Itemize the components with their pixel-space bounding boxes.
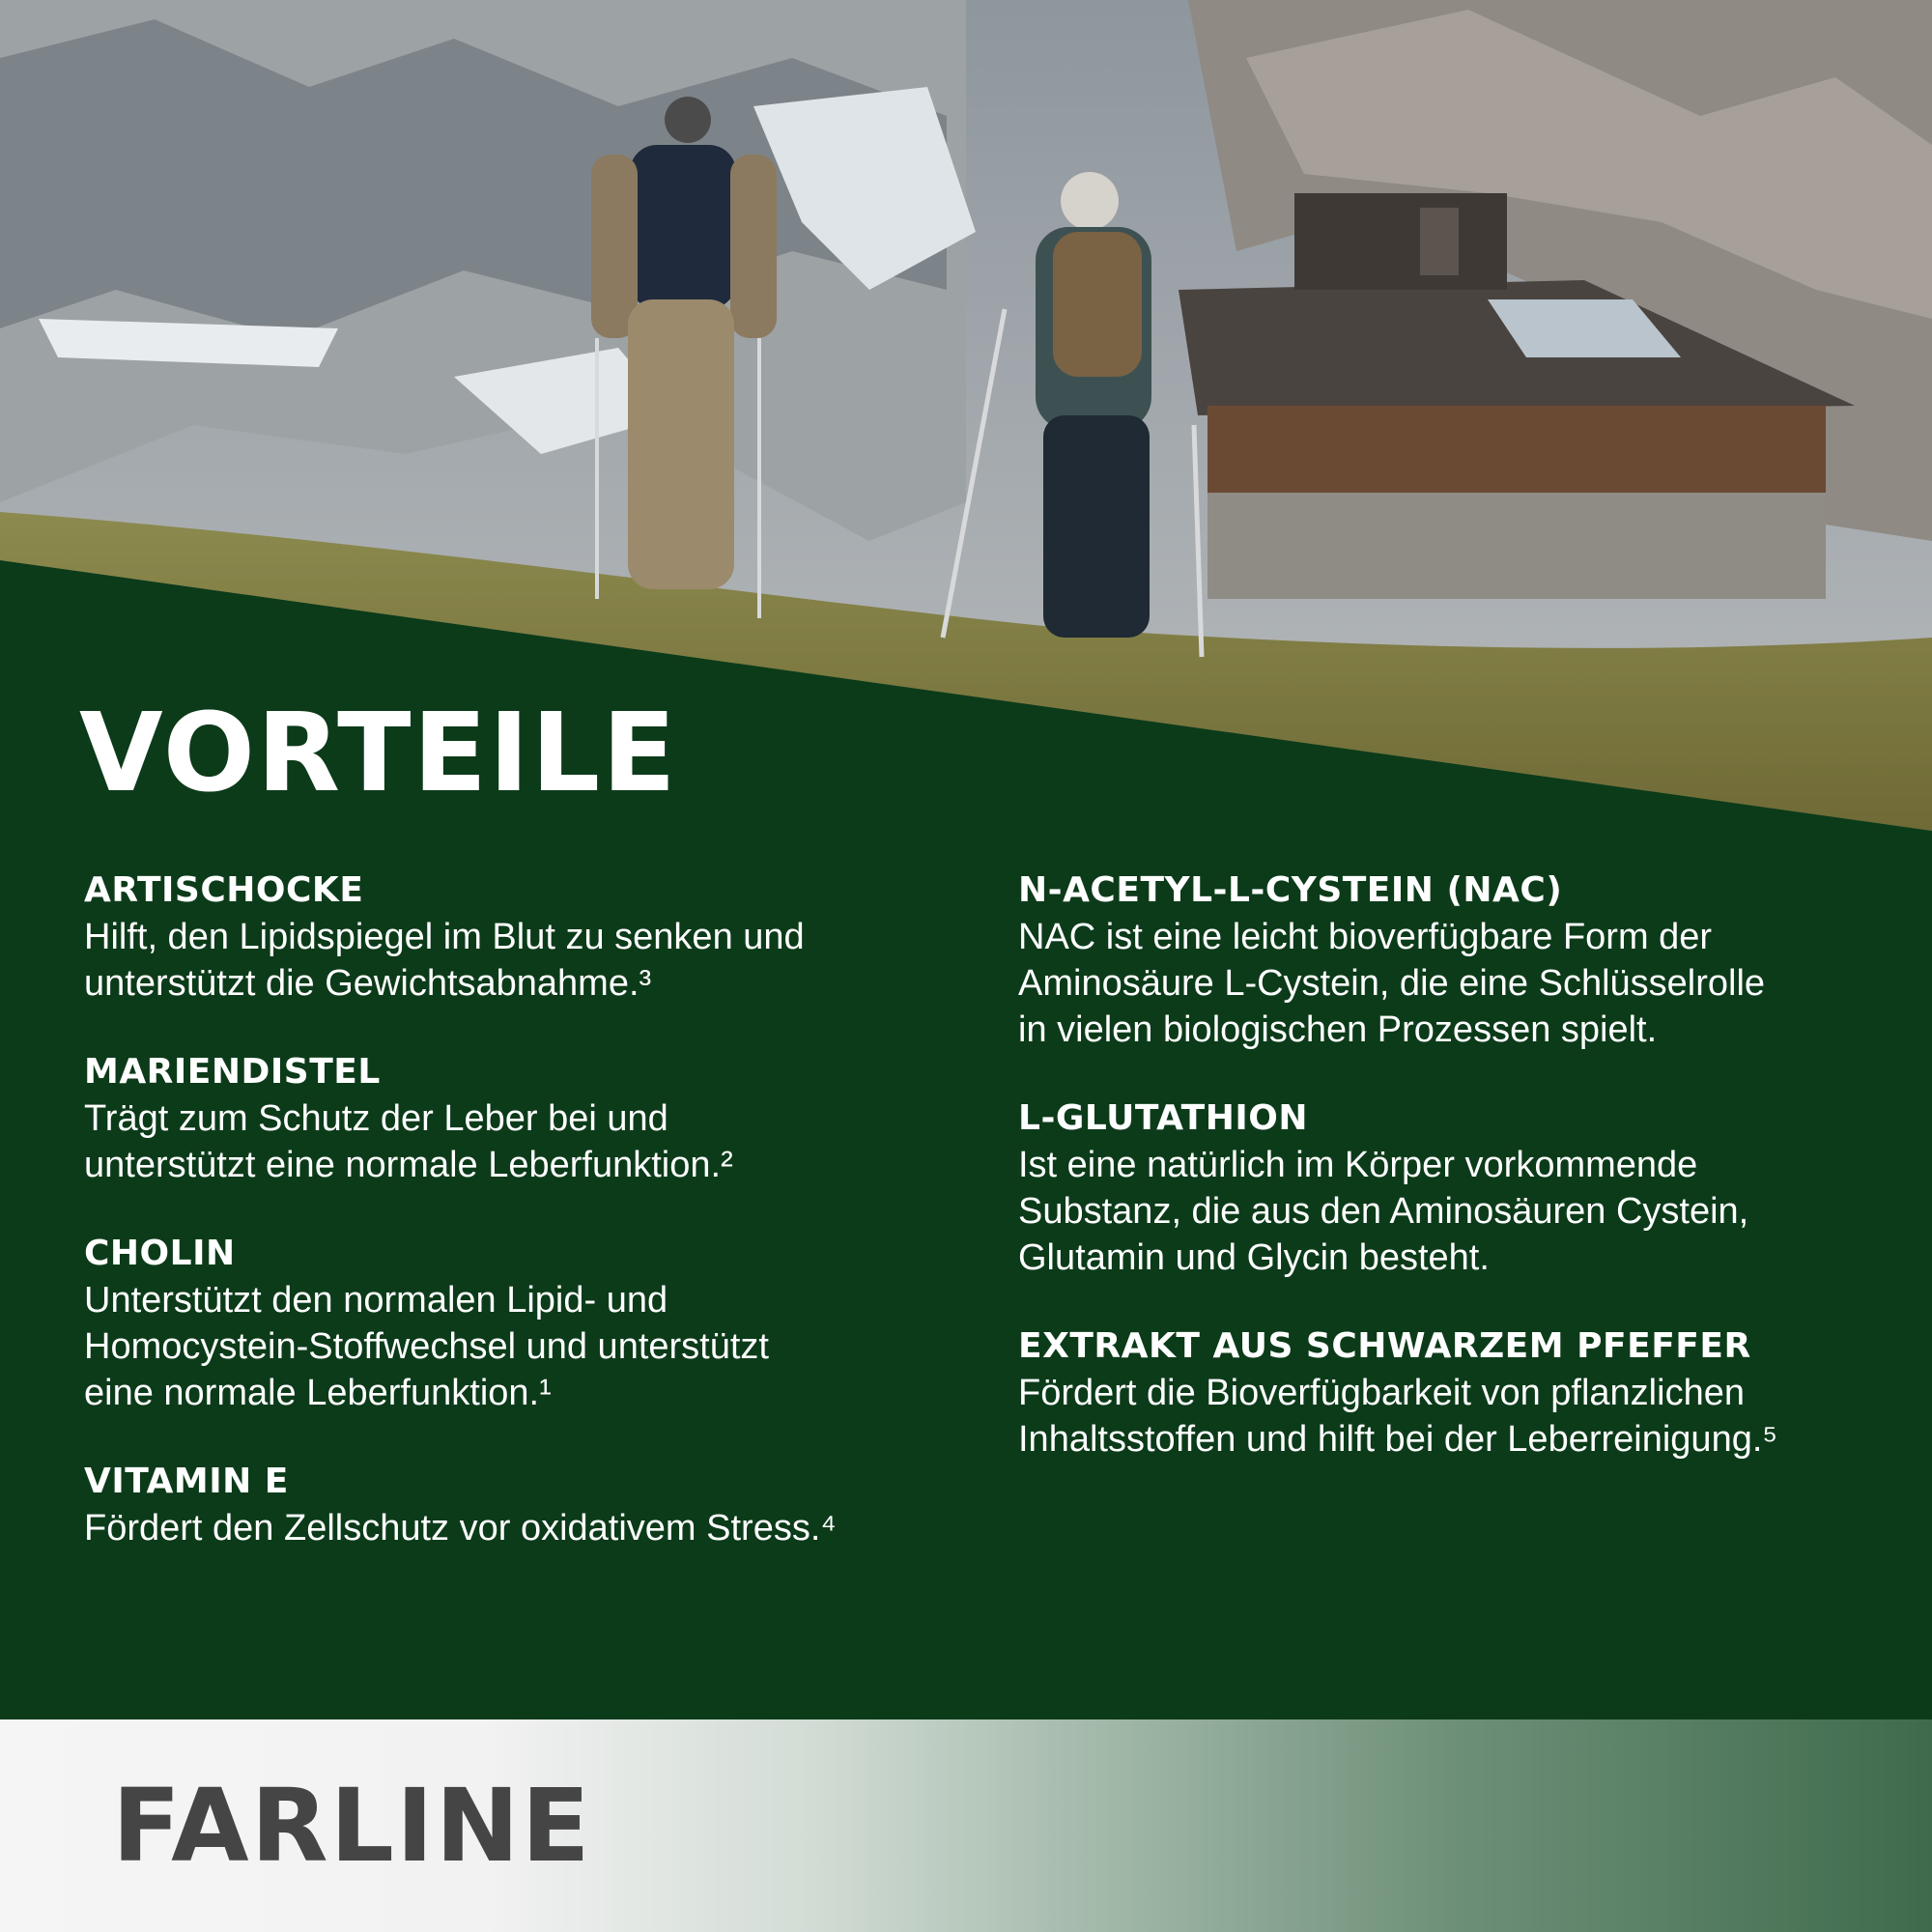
benefits-column-left (84, 867, 953, 1594)
benefit-description: Fördert den Zellschutz vor oxidativem Stress.⁴ (84, 1508, 837, 1548)
benefit-description: Ist eine natürlich im Körper vorkommende Substanz, die aus den Aminosäuren Cystein, Glutamin und Glycin besteht. (1018, 1145, 1749, 1278)
benefits-column-right (1018, 867, 1888, 1505)
benefit-title: CHOLIN (84, 1234, 236, 1273)
brand-logo: FARLINE (112, 1767, 592, 1885)
benefit-item (84, 1231, 953, 1416)
benefit-item (1018, 1095, 1888, 1281)
benefit-item (84, 1049, 953, 1188)
benefit-title: VITAMIN E (84, 1462, 289, 1501)
benefit-description: Hilft, den Lipidspiegel im Blut zu senken und unterstützt die Gewichtsabnahme.³ (84, 917, 805, 1004)
benefit-description: Unterstützt den normalen Lipid- und Homocystein-Stoffwechsel und unterstützt eine normale Leberfunktion.¹ (84, 1280, 769, 1413)
benefit-title: ARTISCHOCKE (84, 870, 364, 910)
brand-footer (0, 1719, 1932, 1932)
benefit-title: N-ACETYL-L-CYSTEIN (NAC) (1018, 870, 1563, 910)
benefit-title: EXTRAKT AUS SCHWARZEM PFEFFER (1018, 1326, 1751, 1366)
page-title: VORTEILE (79, 691, 678, 816)
benefit-description: NAC ist eine leicht bioverfügbare Form der Aminosäure L-Cystein, die eine Schlüsselrolle in vielen biologischen Prozessen spielt. (1018, 917, 1766, 1050)
benefit-item (84, 867, 953, 1007)
benefit-item (84, 1459, 953, 1551)
benefit-item (1018, 1323, 1888, 1463)
benefit-description: Fördert die Bioverfügbarkeit von pflanzlichen Inhaltsstoffen und hilft bei der Leberreinigung.⁵ (1018, 1373, 1778, 1460)
benefit-title: MARIENDISTEL (84, 1052, 381, 1092)
benefit-title: L-GLUTATHION (1018, 1098, 1308, 1138)
benefit-item (1018, 867, 1888, 1053)
benefit-description: Trägt zum Schutz der Leber bei und unterstützt eine normale Leberfunktion.² (84, 1098, 733, 1185)
